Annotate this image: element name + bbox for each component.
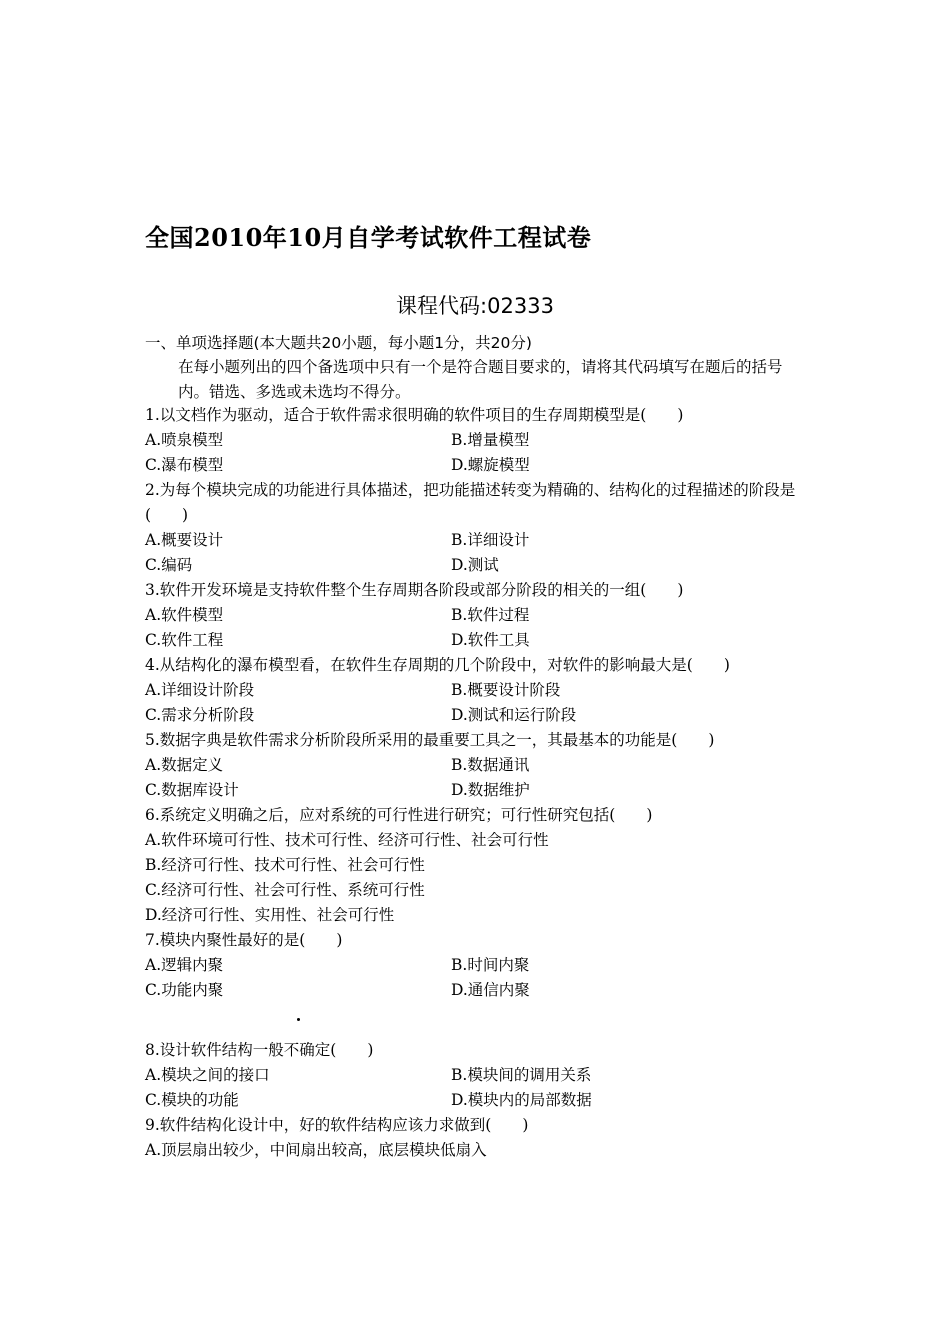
question-3-options-row-1 (145, 603, 810, 628)
question-4-option-c: C.需求分析阶段 (145, 706, 255, 724)
question-8-option-a: A.模块之间的接口 (145, 1066, 270, 1084)
question-5-option-d: D.数据维护 (451, 781, 530, 799)
exam-title: 全国2010年10月自学考试软件工程试卷 (145, 223, 592, 252)
question-8-options-row-1 (145, 1063, 810, 1088)
question-7-option-a: A.逻辑内聚 (145, 956, 224, 974)
question-6-option-a: A.软件环境可行性、技术可行性、经济可行性、社会可行性 (145, 831, 549, 849)
question-6-text: 6.系统定义明确之后，应对系统的可行性进行研究；可行性研究包括( ) (145, 806, 653, 824)
question-8-option-c: C.模块的功能 (145, 1091, 239, 1109)
question-3-option-b: B.软件过程 (451, 606, 530, 624)
question-5-text: 5.数据字典是软件需求分析阶段所采用的最重要工具之一，其最基本的功能是( ) (145, 731, 715, 749)
question-5-option-c: C.数据库设计 (145, 781, 239, 799)
question-9-option-a: A.顶层扇出较少，中间扇出较高，底层模块低扇入 (145, 1141, 487, 1159)
question-5-options-row-2 (145, 778, 810, 803)
question-4-option-b: B.概要设计阶段 (451, 681, 561, 699)
question-2-option-a: A.概要设计 (145, 531, 224, 549)
question-1-option-a: A.喷泉模型 (145, 431, 224, 449)
question-2-options-row-1 (145, 528, 810, 553)
question-3-options-row-2 (145, 628, 810, 653)
question-3-option-d: D.软件工具 (451, 631, 530, 649)
question-6-option-d: D.经济可行性、实用性、社会可行性 (145, 906, 395, 924)
question-9-text: 9.软件结构化设计中，好的软件结构应该力求做到( ) (145, 1116, 529, 1134)
question-4-options-row-1 (145, 678, 810, 703)
question-7-text: 7.模块内聚性最好的是( ) (145, 931, 343, 949)
question-4-text: 4.从结构化的瀑布模型看，在软件生存周期的几个阶段中，对软件的影响最大是( ) (145, 656, 730, 674)
question-5-options-row-1 (145, 753, 810, 778)
course-code: 课程代码:02333 (396, 294, 554, 318)
question-2-option-d: D.测试 (451, 556, 499, 574)
question-list (145, 403, 810, 1163)
question-7-options-row-2 (145, 978, 810, 1003)
question-7-options-row-1 (145, 953, 810, 978)
question-8-option-b: B.模块间的调用关系 (451, 1066, 592, 1084)
question-5-option-b: B.数据通讯 (451, 756, 530, 774)
question-1-option-b: B.增量模型 (451, 431, 530, 449)
question-4-options-row-2 (145, 703, 810, 728)
question-5-option-a: A.数据定义 (145, 756, 224, 774)
question-8-text: 8.设计软件结构一般不确定( ) (145, 1041, 374, 1059)
section-instructions: 在每小题列出的四个备选项中只有一个是符合题目要求的，请将其代码填写在题后的括号内。错选、多选或未选均不得分。 (178, 358, 783, 401)
question-8-option-d: D.模块内的局部数据 (451, 1091, 592, 1109)
question-3-text: 3.软件开发环境是支持软件整个生存周期各阶段或部分阶段的相关的一组( ) (145, 581, 684, 599)
question-2-option-c: C.编码 (145, 556, 193, 574)
question-2-text: 2.为每个模块完成的功能进行具体描述，把功能描述转变为精确的、结构化的过程描述的阶段是( ) (145, 481, 796, 524)
question-1-option-c: C.瀑布模型 (145, 456, 224, 474)
question-1-options-row-2 (145, 453, 810, 478)
question-6-option-c: C.经济可行性、社会可行性、系统可行性 (145, 881, 425, 899)
question-6-option-b: B.经济可行性、技术可行性、社会可行性 (145, 856, 425, 874)
page-gap (145, 1003, 810, 1038)
section-heading: 一、单项选择题(本大题共20小题，每小题1分，共20分) (145, 334, 532, 352)
question-3-option-a: A.软件模型 (145, 606, 224, 624)
question-1-text: 1.以文档作为驱动，适合于软件需求很明确的软件项目的生存周期模型是( ) (145, 406, 684, 424)
question-7-option-b: B.时间内聚 (451, 956, 530, 974)
question-2-option-b: B.详细设计 (451, 531, 530, 549)
question-2-options-row-2 (145, 553, 810, 578)
question-8-options-row-2 (145, 1088, 810, 1113)
question-3-option-c: C.软件工程 (145, 631, 224, 649)
question-4-option-a: A.详细设计阶段 (145, 681, 255, 699)
question-7-option-d: D.通信内聚 (451, 981, 530, 999)
emphasis-dot (297, 1018, 300, 1021)
question-1-option-d: D.螺旋模型 (451, 456, 530, 474)
question-1-options-row-1 (145, 428, 810, 453)
question-7-option-c: C.功能内聚 (145, 981, 224, 999)
question-4-option-d: D.测试和运行阶段 (451, 706, 577, 724)
